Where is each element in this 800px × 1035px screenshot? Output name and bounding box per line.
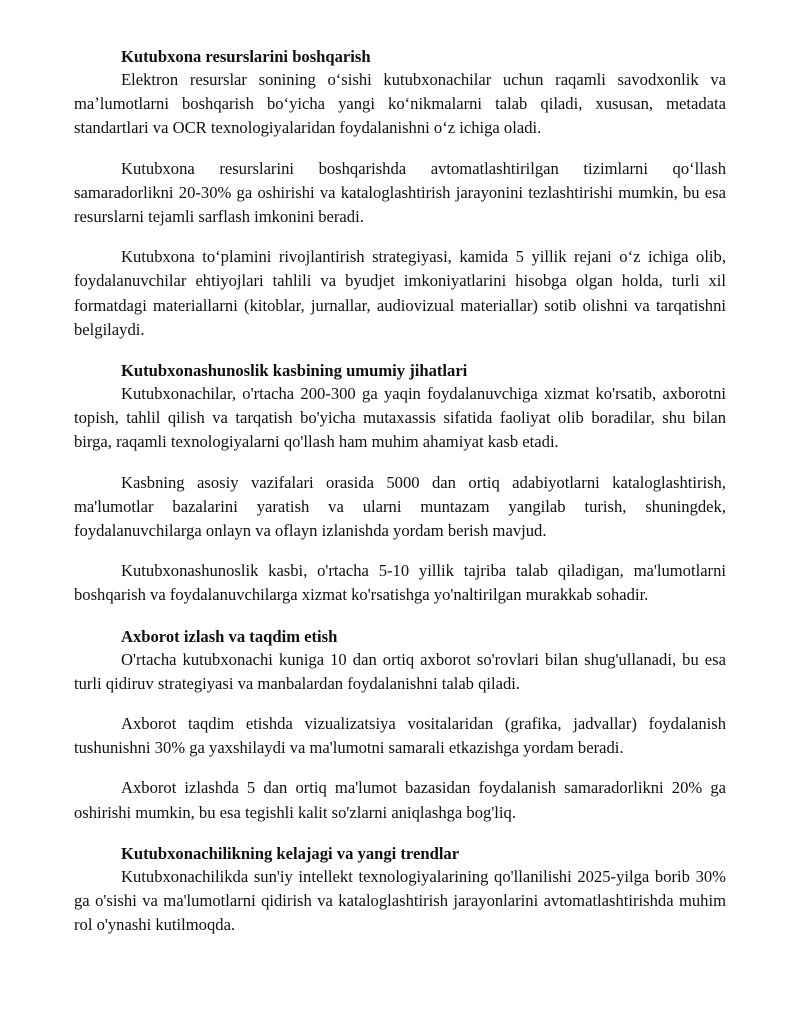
paragraph: Axborot izlashda 5 dan ortiq ma'lumot bazasidan foydalanish samaradorlikni 20% ga oshirishi mumkin, bu esa tegishli kalit so'zlarni aniqlashga bog'liq. (74, 778, 726, 822)
paragraph: Kutubxona resurslarini boshqarishda avtomatlashtirilgan tizimlarni qoʻllash samaradorlikni 20-30% ga oshirishi va kataloglashtirish jarayonini tezlashtirishi mumkin, bu esa resurslarni tejamli sarflash imkonini beradi. (74, 158, 726, 227)
paragraph: Elektron resurslar sonining oʻsishi kutubxonachilar uchun raqamli savodxonlik va maʼlumotlarni boshqarish boʻyicha yangi koʻnikmalarni talab qiladi, xususan, metadata standartlari va OCR texnologiyalaridan foydalanishni oʻz ichiga oladi. (74, 70, 726, 138)
section-heading: Kutubxonashunoslik kasbining umumiy jihatlari (121, 361, 468, 381)
section-heading: Kutubxona resurslarini boshqarish (121, 47, 371, 66)
section-heading: Kutubxonachilikning kelajagi va yangi trendlar (121, 843, 460, 863)
paragraph: Kutubxonachilar, o'rtacha 200-300 ga yaqin foydalanuvchiga xizmat ko'rsatib, axborotni topish, tahlil qilish va tarqatish bo'yicha mutaxassis sifatida faoliyat olib boradilar, shu bilan birga, raqamli texnologiyalarni qo'llash ham muhim ahamiyat kasb etadi. (74, 384, 726, 452)
section-resource-management (74, 45, 726, 342)
section-information-search (74, 625, 726, 825)
section-future-trends (74, 842, 726, 938)
paragraph: O'rtacha kutubxonachi kuniga 10 dan ortiq axborot so'rovlari bilan shug'ullanadi, bu esa turli qidiruv strategiyasi va manbalardan foydalanishni talab qiladi. (74, 649, 726, 693)
section-heading: Axborot izlash va taqdim etish (121, 626, 338, 646)
paragraph: Kasbning asosiy vazifalari orasida 5000 dan ortiq adabiyotlarni kataloglashtirish, ma'lumotlar bazalarini yaratish va ularni muntazam yangilab turish, shuningdek, foydalanuvchilarga onlayn va oflayn izlanishda yordam berish mavjud. (74, 472, 726, 541)
section-profession-aspects (74, 359, 726, 608)
paragraph: Kutubxonachilikda sun'iy intellekt texnologiyalarining qo'llanilishi 2025-yilga borib 30% ga o'sishi va ma'lumotlarni qidirish va kataloglashtirish jarayonlarini avtomatlashtirishda muhim rol o'ynashi kutilmoqda. (74, 866, 726, 935)
paragraph: Axborot taqdim etishda vizualizatsiya vositalaridan (grafika, jadvallar) foydalanish tushunishni 30% ga yaxshilaydi va ma'lumotni samarali etkazishga yordam beradi. (74, 714, 726, 758)
paragraph: Kutubxonashunoslik kasbi, o'rtacha 5-10 yillik tajriba talab qiladigan, ma'lumotlarni boshqarish va foydalanuvchilarga xizmat ko'rsatishga yo'naltirilgan murakkab sohadir. (74, 561, 726, 605)
paragraph: Kutubxona toʻplamini rivojlantirish strategiyasi, kamida 5 yillik rejani oʻz ichiga olib, foydalanuvchilar ehtiyojlari tahlili va byudjet imkoniyatlarini hisobga olgan holda, turli xil formatdagi materiallarni (kitoblar, jurnallar, audiovizual materiallar) sotib olishni va tarqatishni belgilaydi. (74, 247, 726, 339)
